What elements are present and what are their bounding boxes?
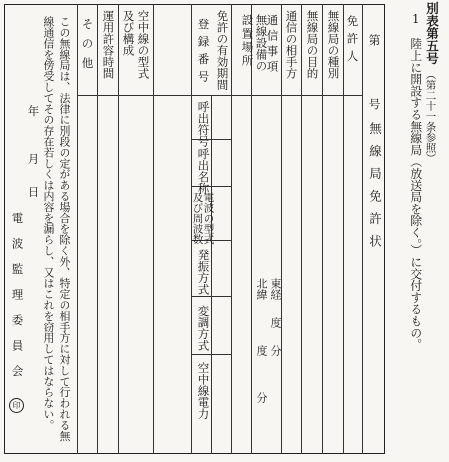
date-day: 日 [26, 186, 41, 198]
grid-line [211, 95, 212, 454]
coord-deg: 度 [269, 317, 282, 328]
coord-min: 分 [269, 345, 282, 356]
row-label-purpose: 無線局の目的 [305, 10, 320, 79]
article-reference: （第二十一条参照） [424, 69, 437, 164]
row-label-hours: 運用許容時間 [101, 10, 116, 79]
license-number-suffix: 号 [367, 98, 381, 110]
col-call-name: 呼出名称 [196, 148, 211, 194]
seal-icon: 印 [9, 398, 24, 413]
notice-line-2: 線通信を傍受してその存在若しくは内容を漏らし、又はこれを窃用してはならない。 [41, 16, 55, 431]
row-label-other: その他 [80, 18, 95, 77]
label-separator [77, 95, 362, 96]
date-year: 年 [26, 105, 41, 117]
license-number-prefix: 第 [367, 34, 381, 46]
row-label-antenna-1: 空中線の型式 [136, 10, 151, 79]
divider [322, 4, 323, 454]
issuer-name: 電波監理委員会 [10, 212, 25, 391]
coord-deg: 度 [255, 345, 268, 356]
divider [281, 4, 282, 454]
divider [362, 4, 363, 454]
row-label-counterpart: 通信の相手方 [284, 10, 299, 79]
divider [251, 4, 252, 454]
coord-east: 東経 [269, 278, 282, 300]
divider [231, 4, 232, 454]
coord-north: 北緯 [255, 278, 268, 300]
row-label-licensee: 免許人 [345, 15, 360, 68]
row-label-location-a: 無線設備の [254, 14, 269, 72]
row-label-location-b: 設置場所 [240, 14, 255, 68]
divider [343, 4, 344, 454]
col-modulation: 変調方式 [196, 305, 211, 351]
col-emission-1: 電波の型式 [202, 192, 215, 245]
col-emission-2: 及び周波数 [191, 192, 204, 245]
row-label-registration: 登録番号 [196, 18, 211, 88]
divider [97, 4, 98, 454]
col-call-sign: 呼出符号 [196, 101, 211, 147]
col-oscillation: 発振方式 [196, 249, 211, 295]
divider [77, 4, 78, 454]
notice-line-1: この無線局は、法律に別段の定がある場合を除く外、特定の相手方に対して行われる無 [57, 16, 71, 442]
row-label-antenna-2: 及び構成 [121, 10, 136, 56]
subtitle: 1 陸上に開設する無線局（放送局を除く。）に交付するもの。 [408, 12, 423, 351]
form-title: 別表第五号 [424, 2, 440, 65]
divider [153, 4, 154, 454]
divider [301, 4, 302, 454]
col-antenna-power: 空中線電力 [196, 362, 211, 420]
license-title: 無線局免許状 [367, 122, 383, 257]
row-label-matters: 通信事項 [265, 14, 280, 76]
row-label-station-type: 無線局の種別 [326, 10, 341, 79]
coord-min: 分 [255, 392, 268, 403]
row-label-validity: 免許の有効期間 [215, 10, 230, 91]
date-month: 月 [26, 153, 41, 165]
divider [118, 4, 119, 454]
